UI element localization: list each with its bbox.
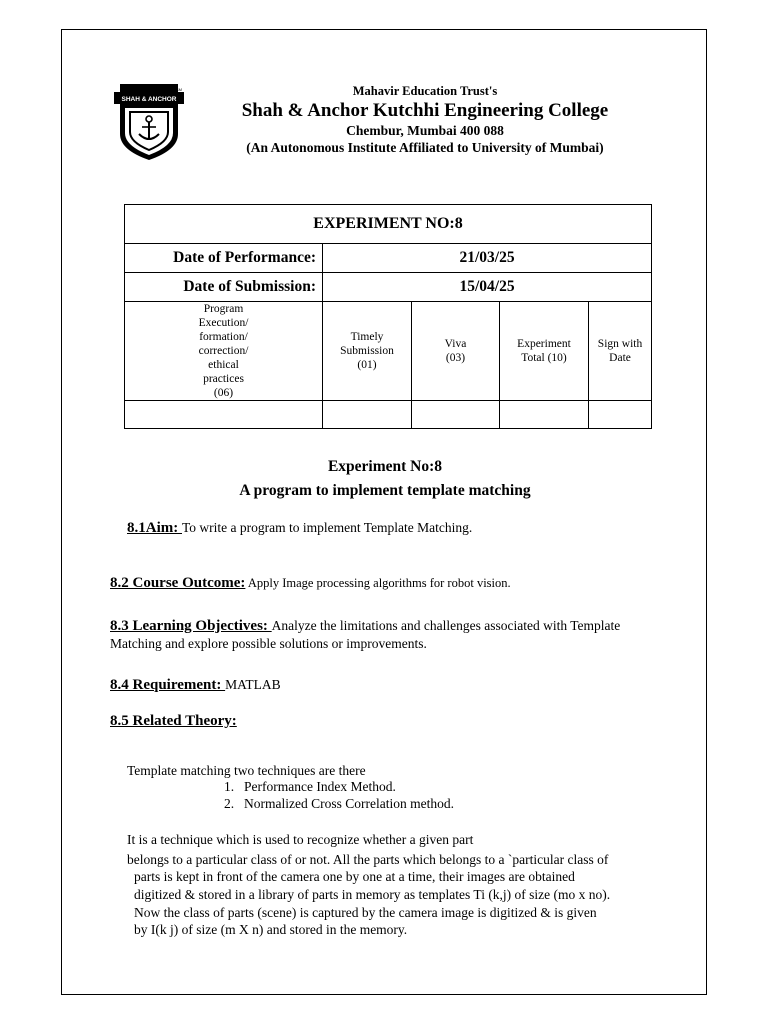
list-item: 1. Performance Index Method. [224,779,396,794]
theory-paragraph-line: belongs to a particular class of or not. All the parts which belongs to a `particular class of [127,852,609,867]
assessment-table [124,204,652,429]
experiment-subtitle: A program to implement template matching [239,482,531,499]
list-item: 2. Normalized Cross Correlation method. [224,796,454,811]
related-theory-label: 8.5 Related Theory: [110,713,237,729]
college-name: Shah & Anchor Kutchhi Engineering College [241,100,609,121]
score-cell [412,401,500,429]
column-header-sign-with-date: Sign with Date [589,302,652,401]
course-outcome-section [110,574,511,592]
svg-text:SM: SM [176,87,182,92]
aim-text: To write a program to implement Template Matching. [182,520,473,535]
course-outcome-label: 8.2 Course Outcome: [110,575,246,591]
logo-text: SHAH & ANCHOR [121,96,177,103]
date-submission-label: Date of Submission: [125,273,323,302]
score-cell [589,401,652,429]
learning-objectives-text: Analyze the limitations and challenges associated with Template Matching and explore possible solutions or improvements. [110,618,621,651]
column-header-timely-submission: Timely Submission (01) [323,302,412,401]
learning-objectives-section [110,617,630,652]
experiment-number: EXPERIMENT NO:8 [125,205,652,244]
theory-paragraph-line: by I(k j) of size (m X n) and stored in the memory. [134,922,408,937]
aim-section [127,519,472,537]
theory-paragraph-line: parts is kept in front of the camera one by one at a time, their images are obtained [134,869,575,884]
theory-paragraph-line: digitized & stored in a library of parts in memory as templates Ti (k,j) of size (mo x no). [134,887,611,902]
college-address: Chembur, Mumbai 400 088 [346,123,504,138]
score-cell [323,401,412,429]
experiment-title: Experiment No:8 [327,458,443,475]
date-submission-value: 15/04/25 [323,273,652,302]
college-logo [112,82,186,162]
college-affiliation: (An Autonomous Institute Affiliated to University of Mumbai) [246,140,604,155]
aim-label: 8.1Aim: [127,520,182,536]
date-performance-label: Date of Performance: [125,244,323,273]
requirement-section [110,676,281,694]
score-cell [125,401,323,429]
learning-objectives-label: 8.3 Learning Objectives: [110,618,272,634]
column-header-experiment-total: Experiment Total (10) [500,302,589,401]
course-outcome-text: Apply Image processing algorithms for robot vision. [245,576,511,590]
theory-intro: Template matching two techniques are there [127,763,366,778]
technique-list [224,778,454,812]
column-header-viva: Viva (03) [412,302,500,401]
column-header-program-execution: Program Execution/ formation/ correction/ ethical practices (06) [125,302,323,401]
related-theory-section [110,712,237,730]
date-performance-value: 21/03/25 [323,244,652,273]
requirement-label: 8.4 Requirement: [110,677,226,693]
score-cell [500,401,589,429]
theory-paragraph-line: Now the class of parts (scene) is captured by the camera image is digitized & is given [134,905,597,920]
theory-paragraph-line: It is a technique which is used to recognize whether a given part [127,832,474,847]
trust-name: Mahavir Education Trust's [352,84,498,98]
requirement-text: MATLAB [225,677,281,692]
